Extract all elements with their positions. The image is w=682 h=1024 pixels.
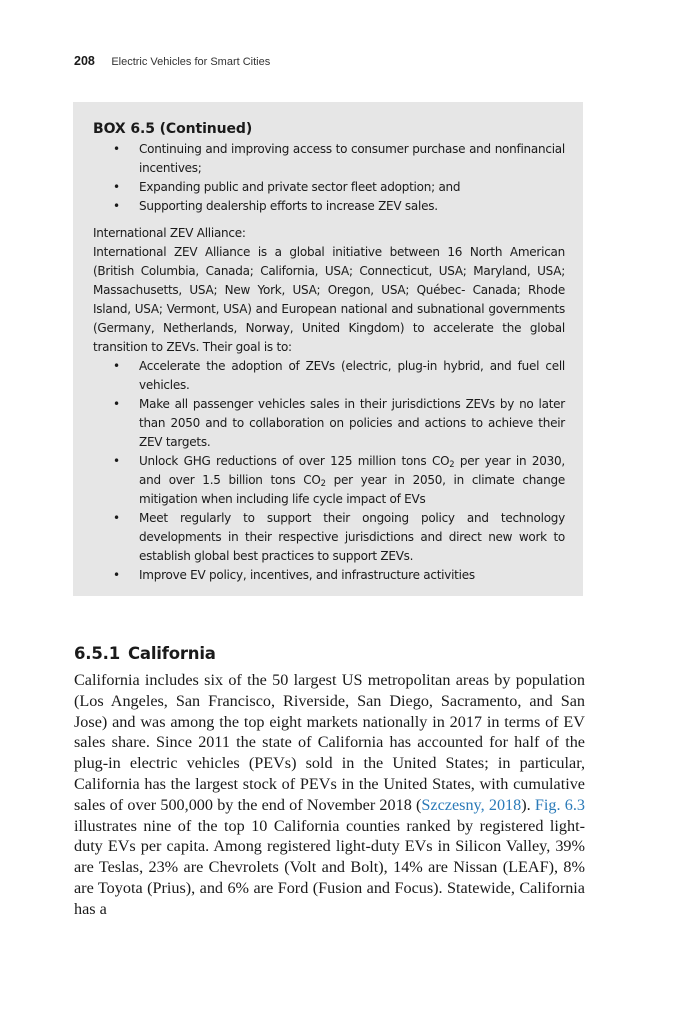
alliance-heading: International ZEV Alliance: (93, 226, 246, 240)
goal-list (93, 357, 565, 585)
subscript-2: 2 (449, 459, 455, 470)
running-header (74, 52, 270, 70)
goal-text-part: Unlock GHG reductions of over 125 million tons CO (139, 454, 450, 468)
list-item: • Make all passenger vehicles sales in their jurisdictions ZEVs by no later than 2050 and to collaboration on policies and actions to achieve their ZEV targets. (93, 395, 565, 452)
list-item: • Continuing and improving access to consumer purchase and nonfinancial incentives; (93, 140, 565, 178)
list-item (93, 452, 565, 509)
body-paragraph (74, 670, 585, 920)
box-title: BOX 6.5 (Continued) (93, 121, 253, 137)
paragraph-text: ). (521, 795, 535, 814)
list-item: • Accelerate the adoption of ZEVs (electric, plug-in hybrid, and fuel cell vehicles. (93, 357, 565, 395)
list-item: • Supporting dealership efforts to increase ZEV sales. (93, 197, 565, 216)
list-item: • Improve EV policy, incentives, and infrastructure activities (93, 566, 565, 585)
running-title: Electric Vehicles for Smart Cities (111, 56, 271, 68)
goal-text-part: per year in 2030, and over 1.5 billion tons CO (139, 454, 565, 487)
citation-link[interactable]: Szczesny, 2018 (421, 795, 522, 814)
box-body (93, 120, 565, 585)
section-heading (74, 644, 216, 663)
figure-link[interactable]: Fig. 6.3 (534, 795, 585, 814)
paragraph-text: California includes six of the 50 largest US metropolitan areas by population (Los Angeles, San Francisco, Riverside, San Diego, Sacramento, and San Jose) and was among the top eight markets nationally in 2017 in terms of EV sales share. Since 2011 the state of California has accounted for half of the plug-in electric vehicles (PEVs) sold in the United States; in particular, California has the largest stock of PEVs in the United States, with cumulative sales of over 500,000 by the end of November 2018 ( (74, 671, 585, 814)
paragraph-text: illustrates nine of the top 10 California counties ranked by registered light-duty EVs per capita. Among registered light-duty EVs in Silicon Valley, 39% are Teslas, 23% are Chevrolets (Volt and Bolt), 14% are Nissan (LEAF), 8% are Toyota (Prius), and 6% are Ford (Fusion and Focus). Statewide, California has a (74, 816, 585, 918)
sidebar-box (73, 102, 583, 596)
section-title: California (127, 644, 216, 663)
goal-text-part: per year in 2050, in climate change mitigation when including life cycle impact of EVs (139, 473, 566, 506)
subscript-2: 2 (320, 478, 326, 489)
list-item: • Meet regularly to support their ongoing policy and technology developments in their respective jurisdictions and direct new work to establish global best practices to support ZEVs. (93, 509, 565, 566)
list-item: • Expanding public and private sector fleet adoption; and (93, 178, 565, 197)
box-bullet-list-top (93, 140, 565, 216)
section-number: 6.5.1 (74, 644, 120, 663)
page-number: 208 (74, 54, 95, 68)
alliance-paragraph: International ZEV Alliance is a global initiative between 16 North American (British Columbia, Canada; California, USA; Connecticut, USA; Maryland, USA; Massachusetts, USA; New York, USA; Oregon, USA; Québec- Canada; Rhode Island, USA; Vermont, USA) and European national and subnational governments (Germany, Netherlands, Norway, United Kingdom) to accelerate the global transition to ZEVs. Their goal is to: (93, 245, 565, 354)
